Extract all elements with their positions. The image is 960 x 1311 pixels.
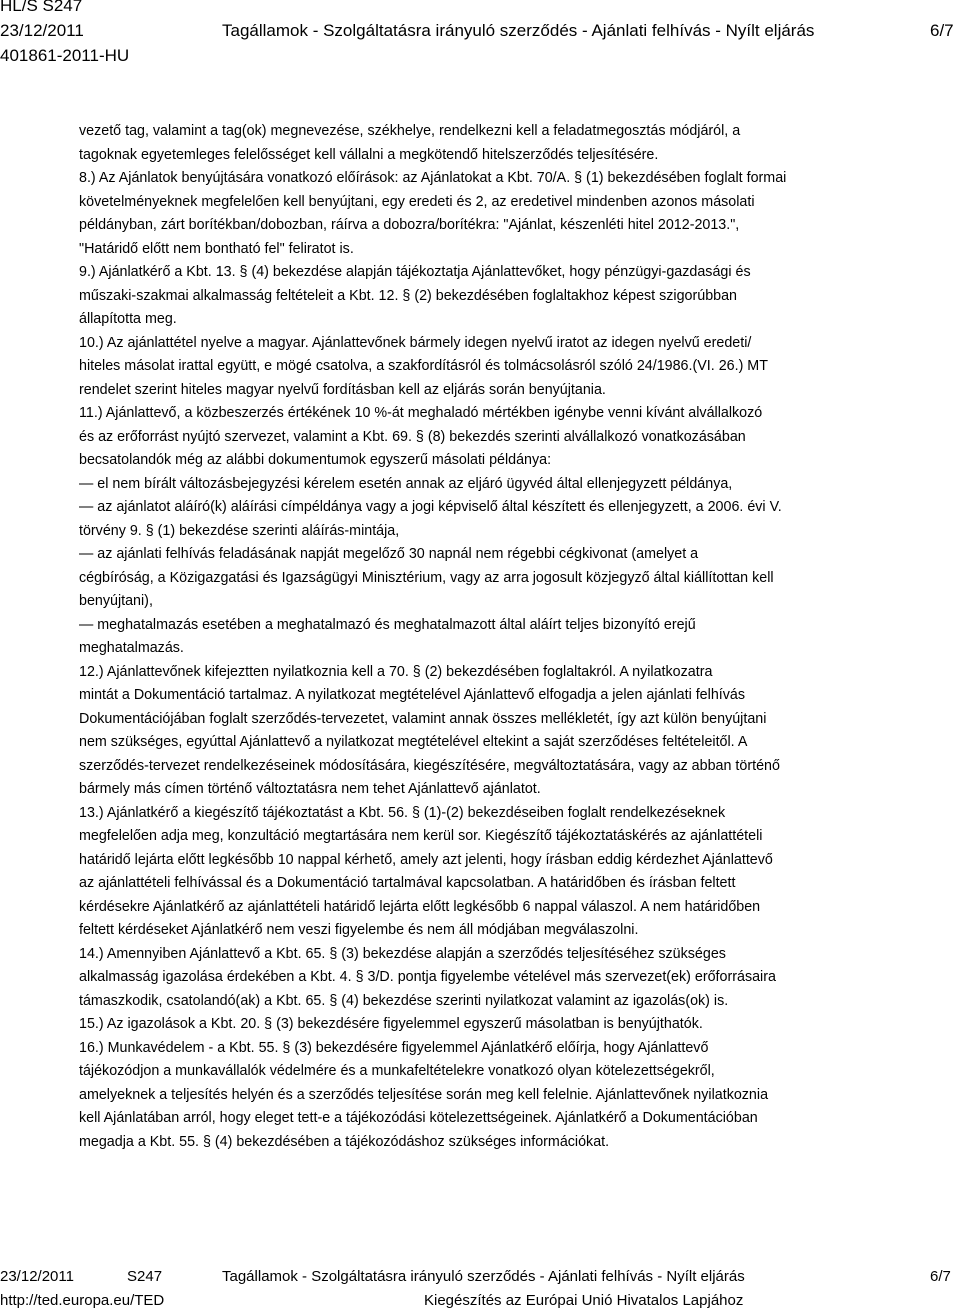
body-text-line: 16.) Munkavédelem - a Kbt. 55. § (3) bekezdésére figyelemmel Ajánlatkérő előírja, hogy Ajánlattevő (79, 1039, 709, 1056)
body-text-line: becsatolandók még az alábbi dokumentumok egyszerű másolati példánya: (79, 452, 552, 468)
header-title: Tagállamok - Szolgáltatásra irányuló szerződés - Ajánlati felhívás - Nyílt eljárás (222, 21, 815, 40)
body-text-line: nem szükséges, egyúttal Ajánlattevő a nyilatkozat megtételével eltekint a saját szerződéses feltételeitől. A (79, 734, 748, 750)
body-text-line: kérdésekre Ajánlatkérő az ajánlattételi határidő lejárta előtt legkésőbb 6 nappal válaszol. A nem határidőben (79, 898, 761, 915)
body-text-line: amelyeknek a teljesítés helyén és a szerződés teljesítése során meg kell felelnie. Ajánlattevőnek nyilatkoznia (79, 1086, 769, 1103)
body-text-line: törvény 9. § (1) bekezdése szerinti aláírás-mintája, (79, 522, 400, 539)
body-text-line: "Határidő előtt nem bontható fel" feliratot is. (79, 240, 354, 257)
body-text-line: tagoknak egyetemleges felelősséget kell vállalni a megkötendő hitelszerződés teljesítésére. (79, 146, 659, 163)
body-text-line: 14.) Amennyiben Ajánlattevő a Kbt. 65. § (3) bekezdése alapján a szerződés teljesítéséhez szükséges (79, 945, 726, 962)
body-text-line: mintát a Dokumentáció tartalmaz. A nyilatkozat megtételével Ajánlattevő elfogadja a jelen ajánlati felhívás (79, 687, 745, 703)
body-text-line: állapította meg. (79, 311, 177, 327)
body-text-line: bármely más címen történő változtatásra nem tehet Ajánlattevő ajánlatot. (79, 781, 541, 797)
header-date: 23/12/2011 (0, 21, 84, 40)
header-page-number: 6/7 (930, 21, 954, 40)
body-text-line: — meghatalmazás esetében a meghatalmazó és meghatalmazott által aláírt teljes bizonyító erejű (79, 616, 696, 633)
body-text-line: benyújtani), (79, 593, 153, 609)
body-text-line: megadja a Kbt. 55. § (4) bekezdésében a tájékozódáshoz szükséges információkat. (79, 1133, 610, 1150)
body-text-line: — az ajánlati felhívás feladásának napját megelőző 30 napnál nem régebbi cégkivonat (amelyet a (79, 546, 699, 562)
body-text-line: 10.) Az ajánlattétel nyelve a magyar. Ajánlattevőnek bármely idegen nyelvű iratot az idegen nyelvű eredeti/ (79, 334, 752, 351)
body-text-line: meghatalmazás. (79, 640, 184, 656)
body-text-line: hiteles másolat irattal együtt, e mögé csatolva, a szakfordításról és tolmácsolásról szóló 24/1986.(VI. 26.) MT (79, 358, 768, 374)
body-text-line: támaszkodik, csatolandó(ak) a Kbt. 65. § (4) bekezdése szerinti nyilatkozat valamint az igazolás(ok) is. (79, 992, 729, 1009)
body-text-line: 9.) Ajánlatkérő a Kbt. 13. § (4) bekezdése alapján tájékoztatja Ajánlattevőket, hogy pénzügyi-gazdasági és (79, 264, 751, 280)
footer-series: S247 (127, 1268, 163, 1285)
footer-date: 23/12/2011 (0, 1268, 74, 1285)
footer-title: Tagállamok - Szolgáltatásra irányuló szerződés - Ajánlati felhívás - Nyílt eljárás (222, 1268, 745, 1285)
body-text-line: cégbíróság, a Közigazgatási és Igazságügyi Minisztérium, vagy az arra jogosult közjegyző által kiállítottan kell (79, 569, 774, 586)
body-text-line: az ajánlattételi felhívással és a Dokumentáció tartalmával kapcsolatban. A határidőben és írásban feltett (79, 875, 736, 891)
body-text-line: kell Ajánlatában arról, hogy eleget tett-e a tájékozódási kötelezettségeinek. Ajánlatkérő a Dokumentációban (79, 1110, 758, 1126)
body-text-line: rendelet szerint hiteles magyar nyelvű fordításban kell az eljárás során benyújtania. (79, 381, 606, 398)
body-text-line: tájékozódjon a munkavállalók védelmére és a munkafeltételekre vonatkozó olyan kötelezettségekről, (79, 1063, 715, 1079)
body-text-line: — az ajánlatot aláíró(k) aláírási címpéldánya vagy a jogi képviselő által készített és ellenjegyzett, a 2006. évi V. (79, 499, 782, 515)
body-text-line: vezető tag, valamint a tag(ok) megnevezése, székhelye, rendelkezni kell a feladatmegosztás módjáról, a (79, 123, 741, 139)
body-text-line: szerződés-tervezet rendelkezéseinek módosítására, kiegészítésére, megváltoztatására, vagy az abban történő (79, 757, 780, 774)
body-text-line: feltett kérdéseket Ajánlatkérő nem veszi figyelembe és nem áll módjában megválaszolni. (79, 922, 639, 938)
body-text-line: 15.) Az igazolások a Kbt. 20. § (3) bekezdésére figyelemmel egyszerű másolatban is benyújthatók. (79, 1016, 703, 1032)
body-text-line: Dokumentációjában foglalt szerződés-tervezetet, valamint annak összes mellékletét, így azt külön benyújtani (79, 710, 767, 727)
body-text-line: 11.) Ajánlattevő, a közbeszerzés értékének 10 %-át meghaladó mértékben igénybe venni kívánt alvállalkozó (79, 405, 763, 421)
body-text-line: követelményeknek megfelelően kell benyújtani, egy eredeti és 2, az eredetivel mindenben azonos másolati (79, 193, 755, 210)
footer-page-number: 6/7 (930, 1268, 951, 1285)
body-text-line: 13.) Ajánlatkérő a kiegészítő tájékoztatást a Kbt. 56. § (1)-(2) bekezdéseiben foglalt rendelkezéseknek (79, 804, 726, 821)
body-text-line: megfelelően adja meg, konzultáció megtartására nem kerül sor. Kiegészítő tájékoztatáskérés az ajánlattételi (79, 828, 763, 844)
journal-label: HL/S S247 (0, 0, 83, 15)
body-text-line: határidő lejárta előtt legkésőbb 10 nappal kérhető, amely azt jelenti, hogy írásban eddig kérdezhet Ajánlattevő (79, 851, 773, 868)
document-id: 401861-2011-HU (0, 46, 130, 65)
footer-url-link[interactable]: http://ted.europa.eu/TED (0, 1292, 165, 1309)
document-body (79, 120, 959, 1154)
footer-supplement: Kiegészítés az Európai Unió Hivatalos Lapjához (424, 1292, 744, 1309)
body-text-line: alkalmasság igazolása érdekében a Kbt. 4. § 3/D. pontja figyelembe vételével más szervezet(ek) erőforrásaira (79, 969, 776, 985)
body-text-line: 12.) Ajánlattevőnek kifejeztten nyilatkoznia kell a 70. § (2) bekezdésében foglaltakról. A nyilatkozatra (79, 663, 713, 680)
body-text-line: 8.) Az Ajánlatok benyújtására vonatkozó előírások: az Ajánlatokat a Kbt. 70/A. § (1) bekezdésében foglalt formai (79, 170, 787, 186)
body-text-line: műszaki-szakmai alkalmasság feltételeit a Kbt. 12. § (2) bekezdésében foglaltakhoz képest szigorúbban (79, 287, 738, 304)
body-text-line: — el nem bírált változásbejegyzési kérelem esetén annak az eljáró ügyvéd által ellenjegyzett példánya, (79, 475, 733, 492)
body-text-line: és az erőforrást nyújtó szervezet, valamint a Kbt. 69. § (8) bekezdés szerinti alvállalkozó vonatkozásában (79, 428, 746, 445)
body-text-line: példányban, zárt borítékban/dobozban, ráírva a dobozra/borítékra: "Ajánlat, készenléti hitel 2012-2013.", (79, 217, 740, 233)
